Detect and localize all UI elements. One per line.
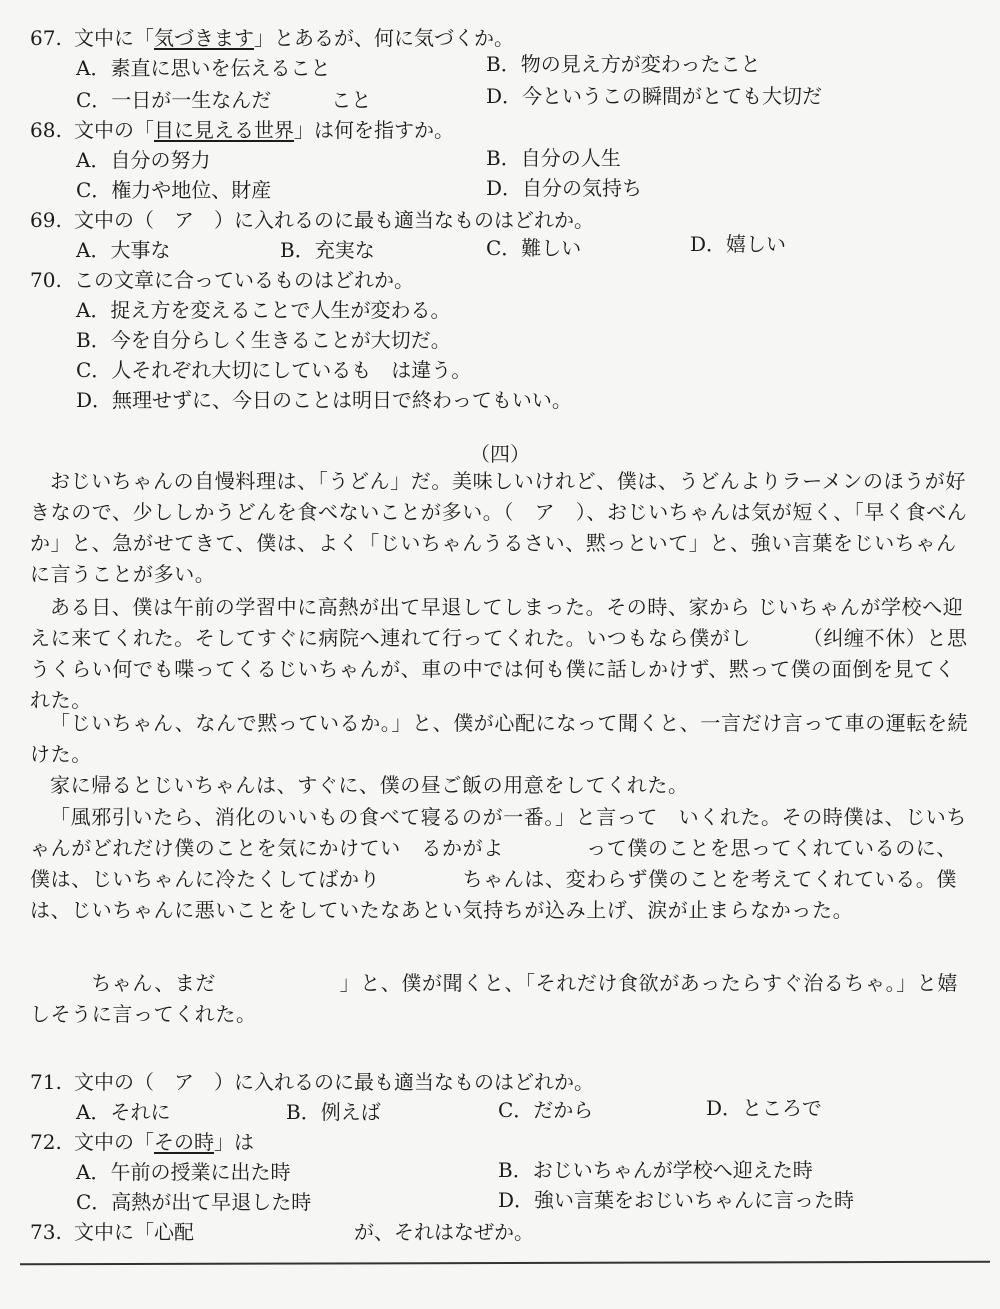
option-c: C．権力や地位、財産: [76, 178, 272, 202]
option-b: B．物の見え方が変わったこと: [486, 52, 761, 76]
option-a: A．大事な: [76, 238, 171, 262]
option-b: B．今を自分らしく生きることが大切だ。: [76, 328, 451, 352]
section-heading: （四）: [470, 442, 530, 466]
option-b: B．おじいちゃんが学校へ迎えた時: [498, 1158, 813, 1182]
passage-paragraph: 「風邪引いたら、消化のいいもの食べて寝るのが一番。」と言って いくれた。その時僕は、じいちゃんがどれだけ僕のことを気にかけてい るかがよ って僕のことを思ってくれているのに、僕は、じいちゃんに冷たくしてばかり ちゃんは、変わらず僕のことを考えてくれている。僕は、じいちゃんに悪いことをしていたなあとい気持ちが込み上げ、涙が止まらなかった。: [30, 805, 967, 922]
option-a: A．それに: [76, 1100, 171, 1124]
question-number: 70.: [30, 268, 62, 292]
question-number: 67.: [30, 26, 62, 50]
option-a: A．捉え方を変えることで人生が変わる。: [76, 298, 451, 322]
option-d: D．嬉しい: [690, 232, 787, 256]
option-c: C．人それぞれ大切にしているも は違う。: [76, 358, 472, 382]
option-c: C．一日が一生なんだ こと: [76, 88, 372, 112]
option-b: B．例えば: [286, 1100, 381, 1124]
question-67: 67. 文中に「気づきます」とあるが、何に気づくか。: [30, 26, 514, 50]
underlined-phrase: その時: [154, 1130, 214, 1154]
option-d: D．強い言葉をおじいちゃんに言った時: [498, 1188, 855, 1212]
underlined-phrase: 目に見える世界: [154, 118, 294, 142]
option-a: A．午前の授業に出た時: [76, 1160, 291, 1184]
option-d: D．自分の気持ち: [486, 176, 643, 200]
passage-paragraph: 「じいちゃん、なんで黙っているか。」と、僕が心配になって聞くと、一言だけ言って車の運転を続けた。: [30, 711, 969, 766]
option-d: D．ところで: [706, 1096, 822, 1120]
question-69: 69. 文中の（ ア ）に入れるのに最も適当なものはどれか。: [30, 208, 594, 232]
option-b: B．自分の人生: [486, 146, 621, 170]
question-number: 71.: [30, 1070, 62, 1094]
question-73: 73. 文中に「心配 が、それはなぜか。: [30, 1220, 534, 1244]
option-d: D．無理せずに、今日のことは明日で終わってもいい。: [76, 388, 572, 412]
underlined-phrase: 気づきます: [154, 26, 254, 50]
question-number: 72.: [30, 1130, 62, 1154]
question-number: 73.: [30, 1220, 62, 1244]
question-71: 71. 文中の（ ア ）に入れるのに最も適当なものはどれか。: [30, 1070, 594, 1094]
question-number: 68.: [30, 118, 62, 142]
question-68: 68. 文中の「目に見える世界」は何を指すか。: [30, 118, 454, 142]
option-a: A．自分の努力: [76, 148, 211, 172]
passage-paragraph: ある日、僕は午前の学習中に高熱が出て早退してしまった。その時、家から じいちゃんが学校へ迎えに来てくれた。そしてすぐに病院へ連れて行ってくれた。いつもなら僕がし （纠缠不休）と思うくらい何でも喋ってくるじいちゃんが、車の中では何も僕に話しかけず、黙って僕の面倒を見てくれた。: [30, 595, 968, 712]
option-c: C．だから: [498, 1098, 594, 1122]
passage-paragraph: ちゃん、まだ 」と、僕が聞くと、「それだけ食欲があったらすぐ治るちゃ。」と嬉しそうに言ってくれた。: [30, 971, 958, 1026]
passage-paragraph: おじいちゃんの自慢料理は、「うどん」だ。美味しいけれど、僕は、うどんよりラーメンのほうが好きなので、少ししかうどんを食べないことが多い。（ ア ）、おじいちゃんは気が短く、「早く食べんか」と、急がせてきて、僕は、よく「じいちゃんうるさい、黙っといて」と、強い言葉をじいちゃんに言うことが多い。: [30, 469, 968, 586]
question-72: 72. 文中の「その時」は: [30, 1130, 254, 1154]
option-a: A．素直に思いを伝えること: [76, 56, 331, 80]
option-c: C．難しい: [486, 236, 582, 260]
question-70: 70. この文章に合っているものはどれか。: [30, 268, 414, 292]
bottom-rule: [20, 1261, 990, 1266]
question-number: 69.: [30, 208, 62, 232]
option-b: B．充実な: [280, 238, 375, 262]
option-c: C．高熱が出て早退した時: [76, 1190, 312, 1214]
passage-paragraph: 家に帰るとじいちゃんは、すぐに、僕の昼ご飯の用意をしてくれた。: [50, 773, 689, 797]
option-d: D．今というこの瞬間がとても大切だ: [486, 84, 823, 108]
